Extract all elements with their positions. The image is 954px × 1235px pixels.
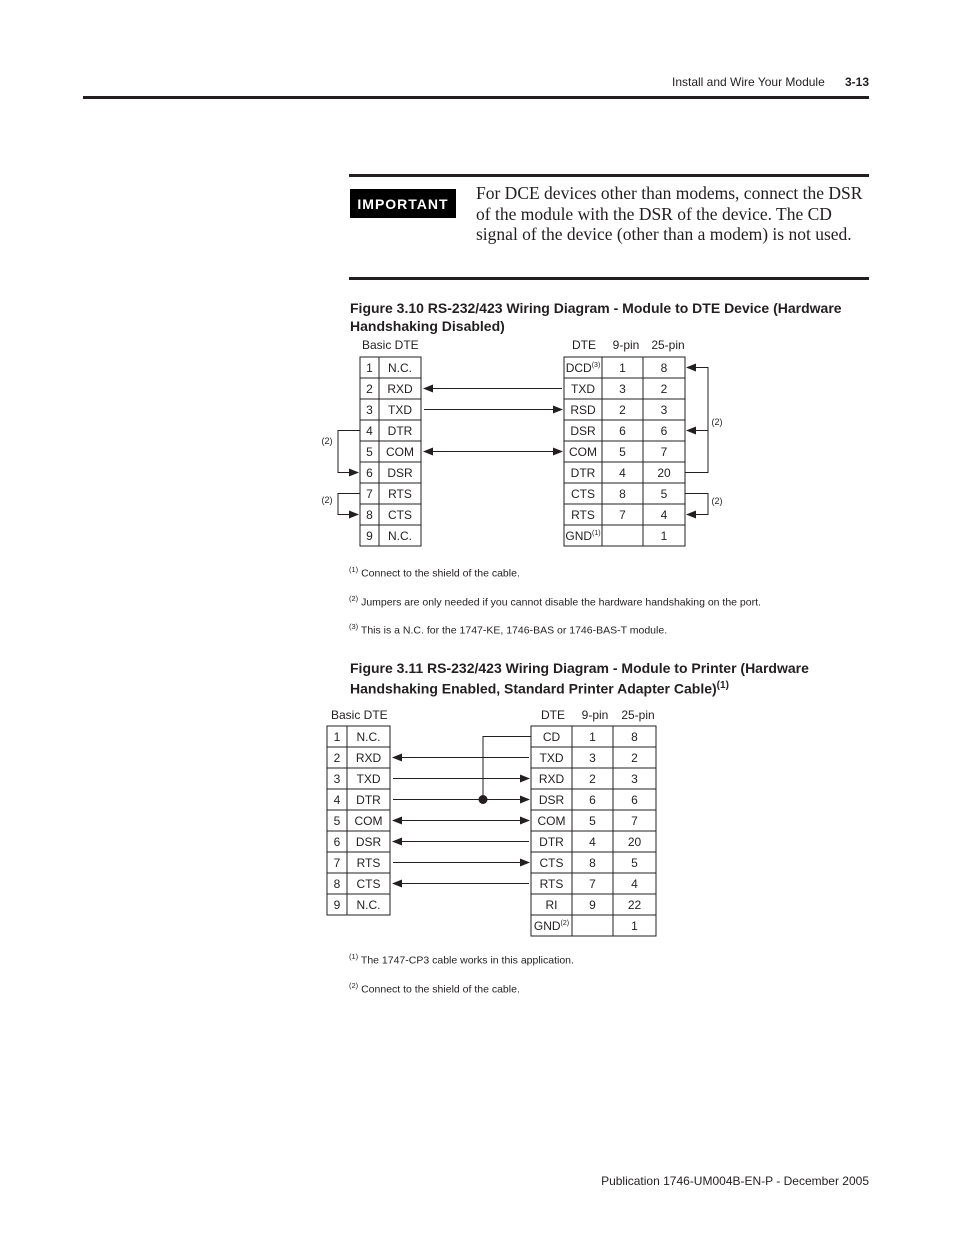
figure-310-right-pin9: 2: [619, 403, 626, 417]
figure-310-right-signal: CTS: [571, 487, 595, 501]
figure-310-right-pin9: 8: [619, 487, 626, 501]
figure-310-left-pin: 7: [366, 487, 373, 501]
figure-311-right-pin25: 7: [631, 814, 638, 828]
figure-310-right-pin9: 6: [619, 424, 626, 438]
figure-310-right-pin25: 5: [660, 487, 668, 501]
figure-310-left-pin: 2: [366, 382, 373, 396]
figure-310-right-pin9: 7: [619, 508, 626, 522]
figure-310-left-pin: 6: [366, 466, 373, 480]
figure-310-right-pin25: 20: [657, 466, 671, 480]
figure-311-left-header: Basic DTE: [331, 708, 388, 722]
figure-311-left-signal: N.C.: [356, 898, 381, 912]
figure-310-jumper-note-right-1: (2): [711, 417, 723, 427]
figure-311-right-pin25: 22: [627, 898, 642, 912]
figure-311-junction-dot: [479, 796, 487, 804]
figure-310-jumper-note-right-2: (2): [711, 496, 723, 506]
important-label: IMPORTANT: [350, 189, 456, 218]
figure-310-jumper-note-left-2: (2): [321, 495, 333, 505]
figure-310-left-signal: DSR: [387, 466, 413, 480]
figure-310-right-pin9: 3: [619, 382, 626, 396]
figure-311-right-signal: RTS: [539, 877, 564, 891]
figure-311-right-header-9pin: 9-pin: [581, 708, 609, 722]
figure-311-right-signal: GND$^{(2)}$: [533, 919, 570, 933]
figure-311-right-pin9: 3: [589, 751, 596, 765]
figure-310-jumper-cts-rts: [685, 494, 708, 515]
figure-310-left-header: Basic DTE: [362, 338, 419, 352]
figure-311-left-pin: 8: [333, 877, 341, 891]
figure-310-right-header-25pin: 25-pin: [651, 338, 685, 352]
figure-311-left-signal: DSR: [355, 835, 382, 849]
figure-310-jumper-dtr-dsr-right: [685, 431, 708, 473]
figure-310-right-pin25: 1: [660, 529, 668, 543]
figure-311-right-signal: TXD: [539, 751, 564, 765]
figure-310-left-signal: N.C.: [388, 361, 412, 375]
figure-310-right-pin9: 4: [619, 466, 626, 480]
figure-310-right-signal: DSR: [570, 424, 596, 438]
figure-310-left-signal: N.C.: [388, 529, 412, 543]
figure-311-right-pin25: 8: [631, 730, 638, 744]
figure-310-left-pin: 4: [366, 424, 373, 438]
figure-311-right-pin25: 3: [631, 772, 638, 786]
figure-310-jumper-rts-cts: [338, 494, 360, 515]
figure-311-footnote-1: $^{(1)}$ The 1747-CP3 cable works in this application.: [349, 952, 574, 967]
figure-310-right-pin9: 1: [619, 361, 626, 375]
figure-310-left-signal: COM: [386, 445, 414, 459]
figure-310-right-pin25: 7: [660, 445, 668, 459]
figure-310-right-pin9: 5: [619, 445, 626, 459]
figure-311-wire-cd-tie: [483, 737, 531, 800]
figure-310-left-signal: DTR: [387, 424, 413, 438]
figure-311-right-signal: DTR: [539, 835, 564, 849]
figure-311-right-signal: RI: [545, 898, 558, 912]
figure-310-left-pin: 8: [366, 508, 373, 522]
figure-311-right-signal: RXD: [538, 772, 565, 786]
figure-311-left-pin: 7: [333, 856, 341, 870]
figure-310-right-signal: RSD: [570, 403, 596, 417]
figure-310-right-pin25: 8: [660, 361, 668, 375]
figure-311-right-pin25: 4: [631, 877, 638, 891]
figure-310-right-pin25: 3: [660, 403, 668, 417]
figure-310-right-signal: COM: [569, 445, 597, 459]
figure-310-jumper-note-left-1: (2): [321, 436, 333, 446]
figure-311-footnote-2: $^{(2)}$ Connect to the shield of the cable.: [349, 981, 520, 996]
figure-310-left-pin: 5: [366, 445, 373, 459]
header-page-number: 3-13: [845, 75, 870, 89]
figure-310-left-pin: 9: [366, 529, 373, 543]
figure-311-left-pin: 6: [333, 835, 341, 849]
figure-310-footnote-2: $^{(2)}$ Jumpers are only needed if you cannot disable the hardware handshaking on the port.: [349, 594, 761, 609]
figure-311-right-pin9: 8: [589, 856, 596, 870]
figure-311-right-pin25: 6: [631, 793, 638, 807]
important-text: For DCE devices other than modems, connect the DSR of the module with the DSR of the device. The CD signal of the device (other than a modem) is not used.: [476, 183, 863, 244]
figure-310-left-signal: TXD: [388, 403, 412, 417]
figure-311-right-header-dte: DTE: [541, 708, 565, 722]
figure-311-left-pin: 9: [333, 898, 341, 912]
figure-311-title: Figure 3.11 RS-232/423 Wiring Diagram - Module to Printer (Hardware Handshaking Enabled, Standard Printer Adapter Cable)$^{(1)}$: [350, 660, 809, 697]
figure-310-right-pin25: 4: [660, 508, 668, 522]
figure-311-right-pin9: 2: [589, 772, 596, 786]
figure-310-right-pin25: 6: [660, 424, 668, 438]
figure-311-right-signal: CD: [542, 730, 561, 744]
figure-311-right-pin9: 4: [589, 835, 596, 849]
figure-311-left-signal: TXD: [356, 772, 381, 786]
figure-311-right-pin9: 5: [589, 814, 596, 828]
figure-311-right-signal: CTS: [539, 856, 564, 870]
figure-310-left-pin: 1: [366, 361, 373, 375]
figure-310-right-signal: RTS: [571, 508, 595, 522]
figure-310-left-pin: 3: [366, 403, 373, 417]
figure-310-right-signal: GND$^{(1)}$: [565, 529, 601, 543]
figure-311-left-pin: 5: [333, 814, 341, 828]
figure-311-right-pin25: 5: [631, 856, 638, 870]
figure-311-left-signal: RXD: [355, 751, 382, 765]
figure-310-right-header-9pin: 9-pin: [612, 338, 640, 352]
figure-311-right-signal: DSR: [538, 793, 565, 807]
figure-310-footnote-3: $^{(3)}$ This is a N.C. for the 1747-KE, 1746-BAS or 1746-BAS-T module.: [349, 622, 668, 637]
figure-311-left-signal: RTS: [356, 856, 381, 870]
figure-311-right-pin9: 9: [589, 898, 596, 912]
figure-311-right-pin9: 1: [589, 730, 596, 744]
figure-311-left-signal: N.C.: [356, 730, 381, 744]
figure-311-right-pin25: 20: [627, 835, 642, 849]
figure-311-left-signal: CTS: [356, 877, 381, 891]
figure-311-right-signal: COM: [537, 814, 566, 828]
figure-311-left-pin: 2: [333, 751, 341, 765]
footer-publication: Publication 1746-UM004B-EN-P - December 2005: [601, 1174, 869, 1188]
figure-311-left-signal: COM: [354, 814, 383, 828]
figure-311-left-signal: DTR: [356, 793, 381, 807]
figure-310-right-pin25: 2: [660, 382, 668, 396]
figure-310-right-signal: DTR: [570, 466, 596, 480]
figure-310-jumper-dtr-dcd: [685, 368, 708, 473]
figure-311-left-pin: 1: [333, 730, 341, 744]
figure-311-left-pin: 4: [333, 793, 341, 807]
figure-310-left-signal: RTS: [388, 487, 412, 501]
figure-311-right-pin25: 1: [631, 919, 638, 933]
figure-310-left-signal: RXD: [387, 382, 413, 396]
figure-311-right-pin25: 2: [631, 751, 638, 765]
figure-310-right-signal: DCD$^{(3)}$: [565, 361, 601, 375]
header-section-title: Install and Wire Your Module: [672, 75, 825, 89]
figure-311-right-header-25pin: 25-pin: [621, 708, 655, 722]
figure-310-left-signal: CTS: [388, 508, 412, 522]
figure-310-title: Figure 3.10 RS-232/423 Wiring Diagram - Module to DTE Device (Hardware Handshaking Disabled): [350, 300, 842, 334]
figure-310-right-signal: TXD: [571, 382, 595, 396]
figure-311-left-pin: 3: [333, 772, 341, 786]
figure-311-right-pin9: 6: [589, 793, 596, 807]
figure-310-jumper-dtr-dsr: [338, 431, 360, 473]
figure-310-right-header-dte: DTE: [572, 338, 596, 352]
figure-311-right-pin9: 7: [589, 877, 596, 891]
figure-310-footnote-1: $^{(1)}$ Connect to the shield of the cable.: [349, 565, 520, 580]
